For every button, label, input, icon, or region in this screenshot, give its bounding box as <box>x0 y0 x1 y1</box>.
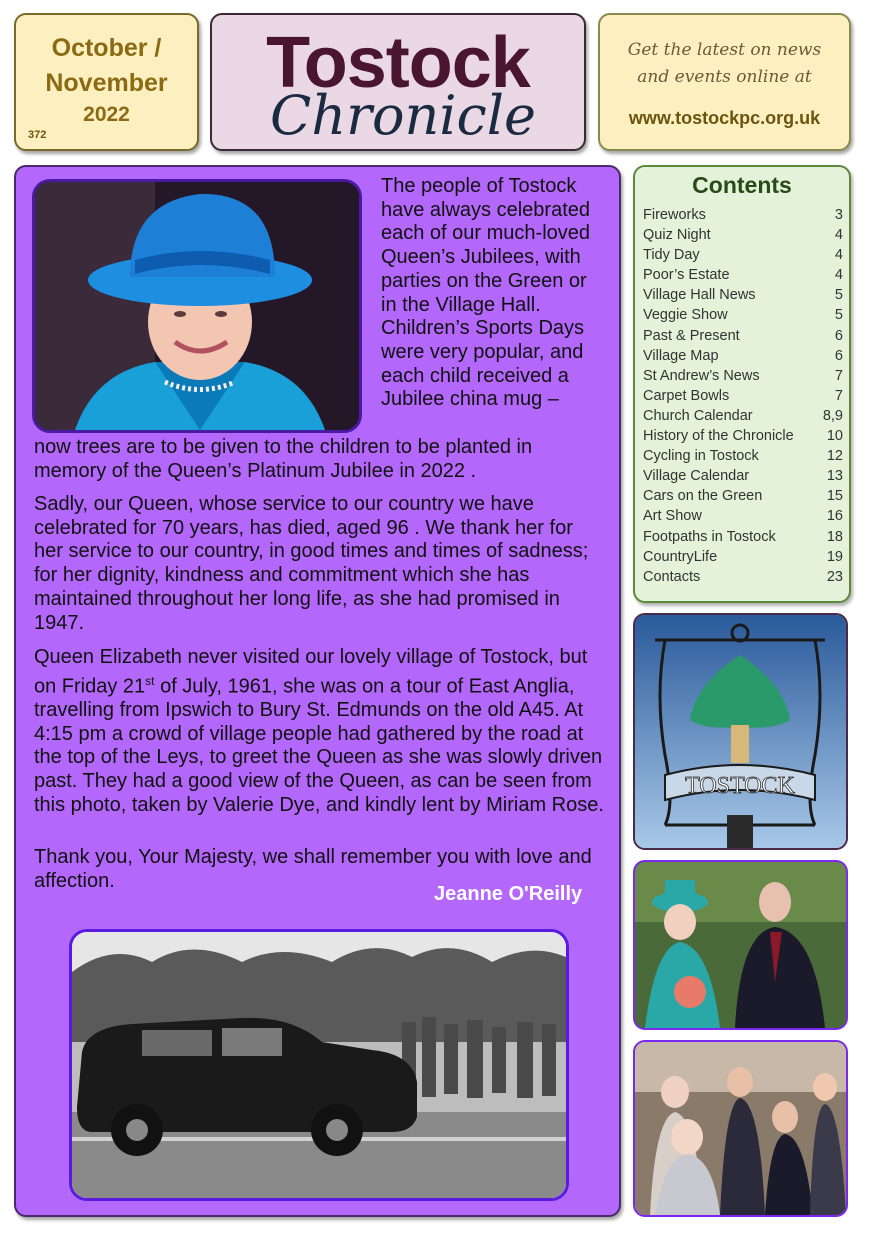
contents-item-label: Village Calendar <box>643 468 750 485</box>
contents-item-label: Fireworks <box>643 207 706 223</box>
website-url[interactable]: www.tostockpc.org.uk <box>628 108 821 128</box>
contents-item[interactable] <box>643 366 843 386</box>
main-article <box>14 165 621 1217</box>
tostock-village-sign-photo <box>633 613 848 850</box>
contents-item-label: Poor’s Estate <box>643 267 730 284</box>
website-promo-line1: Get the latest on news <box>627 40 822 60</box>
royal-family-photo <box>633 1040 848 1217</box>
contents-item-label: Footpaths in Tostock <box>643 528 776 545</box>
masthead-title: Tostock <box>266 23 530 103</box>
contents-item-label: History of the Chronicle <box>643 428 794 445</box>
website-box <box>598 13 851 151</box>
issue-number: 372 <box>28 129 47 141</box>
article-author: Jeanne O'Reilly <box>434 883 583 905</box>
contents-item[interactable] <box>643 305 843 325</box>
contents-item-label: St Andrew’s News <box>643 367 760 384</box>
contents-item-page: 6 <box>834 347 843 364</box>
contents-item-page: 8,9 <box>822 407 843 424</box>
p3-part-b: of July, 1961, she was on a tour of East Anglia, travelling from Ipswich to Bury St. Edmunds on the old A45. At 4:15 pm a crowd of village people had gathered by the road at the top of the Leys, to greet the Queen as she was slowly driven past. They had a good view of the Queen, as can be seen from this photo, taken by Valerie Dye, and kindly lent by Miriam Rose. <box>34 675 604 816</box>
p3-superscript: st <box>145 673 155 688</box>
contents-item-label: Art Show <box>643 508 702 525</box>
contents-item-page: 19 <box>826 548 843 565</box>
contents-title: Contents <box>692 172 792 198</box>
contents-item-page: 6 <box>834 327 843 344</box>
contents-item[interactable] <box>643 285 843 305</box>
contents-item[interactable] <box>643 326 843 346</box>
contents-item-page: 12 <box>826 448 843 465</box>
article-paragraph-3 <box>34 646 606 818</box>
article-paragraph-1-intro: The people of Tostock have always celebrated each of our much-loved Queen’s Jubilees, with parties on the Green or in the Village Hall. Children’s Sports Days were very popular, and each child received a Jubilee china mug – <box>381 175 591 411</box>
contents-item[interactable] <box>643 527 843 547</box>
contents-item-label: Tidy Day <box>643 247 700 264</box>
month-end: November <box>45 69 168 97</box>
contents-item[interactable] <box>643 265 843 285</box>
contents-item-page: 7 <box>834 387 843 404</box>
contents-item-label: CountryLife <box>643 548 718 565</box>
masthead-subtitle: Chronicle <box>270 84 536 147</box>
article-paragraph-2: Sadly, our Queen, whose service to our country we have celebrated for 70 years, has died, aged 96 . We thank her for her service to our country, in good times and times of sadness; for her dignity, kindness and commitment which she has maintained throughout her long life, as she had promised in 1947. <box>34 493 589 634</box>
contents-item-page: 10 <box>826 428 843 445</box>
queen-and-prince-philip-photo <box>633 860 848 1030</box>
contents-item-label: Cars on the Green <box>643 488 763 505</box>
article-paragraph-4: Thank you, Your Majesty, we shall remember you with love and affection. <box>34 846 592 892</box>
p3-part-a: Queen Elizabeth never visited our lovely village of Tostock, but on Friday 21 <box>34 646 588 698</box>
contents-item-label: Carpet Bowls <box>643 387 730 404</box>
contents-item[interactable] <box>643 225 843 245</box>
contents-item-page: 4 <box>834 267 843 284</box>
article-paragraph-1-cont: now trees are to be given to the children to be planted in memory of the Queen’s Platinum Jubilee in 2022 . <box>34 436 533 482</box>
contents-item-page: 13 <box>826 468 843 485</box>
contents-item[interactable] <box>643 406 843 426</box>
contents-item[interactable] <box>643 446 843 466</box>
contents-item-page: 7 <box>834 367 843 384</box>
contents-item[interactable] <box>643 547 843 567</box>
issue-date-box <box>14 13 199 151</box>
issue-year: 2022 <box>83 103 130 126</box>
contents-item-label: Past & Present <box>643 327 740 344</box>
contents-item-label: Village Hall News <box>643 287 756 304</box>
contents-list <box>643 205 843 587</box>
contents-item-label: Contacts <box>643 568 701 585</box>
month-start: October / <box>51 34 162 62</box>
contents-item-page: 3 <box>834 207 843 223</box>
contents-item[interactable] <box>643 245 843 265</box>
contents-item[interactable] <box>643 346 843 366</box>
contents-item-label: Village Map <box>643 347 719 364</box>
contents-item-page: 18 <box>826 528 843 545</box>
contents-item-page: 16 <box>826 508 843 525</box>
contents-item-label: Church Calendar <box>643 407 753 424</box>
queen-portrait-photo <box>32 179 362 433</box>
contents-panel <box>633 165 851 603</box>
contents-item[interactable] <box>643 466 843 486</box>
masthead <box>210 13 586 151</box>
contents-item[interactable] <box>643 486 843 506</box>
queen-car-1961-photo <box>69 929 569 1201</box>
contents-item-label: Veggie Show <box>643 307 728 324</box>
contents-item-label: Quiz Night <box>643 227 711 244</box>
contents-item-page: 5 <box>834 307 843 324</box>
contents-item[interactable] <box>643 386 843 406</box>
contents-item-label: Cycling in Tostock <box>643 448 759 465</box>
contents-item-page: 4 <box>834 227 843 244</box>
contents-item[interactable] <box>643 205 843 225</box>
contents-item[interactable] <box>643 426 843 446</box>
contents-item-page: 4 <box>834 247 843 264</box>
contents-item-page: 5 <box>834 287 843 304</box>
website-promo <box>600 37 849 91</box>
sign-text: TOSTOCK <box>685 773 795 799</box>
contents-item-page: 15 <box>826 488 843 505</box>
contents-item-page: 23 <box>826 568 843 585</box>
contents-item[interactable] <box>643 567 843 587</box>
website-promo-line2: and events online at <box>637 67 812 87</box>
contents-item[interactable] <box>643 506 843 526</box>
issue-months <box>16 31 197 101</box>
